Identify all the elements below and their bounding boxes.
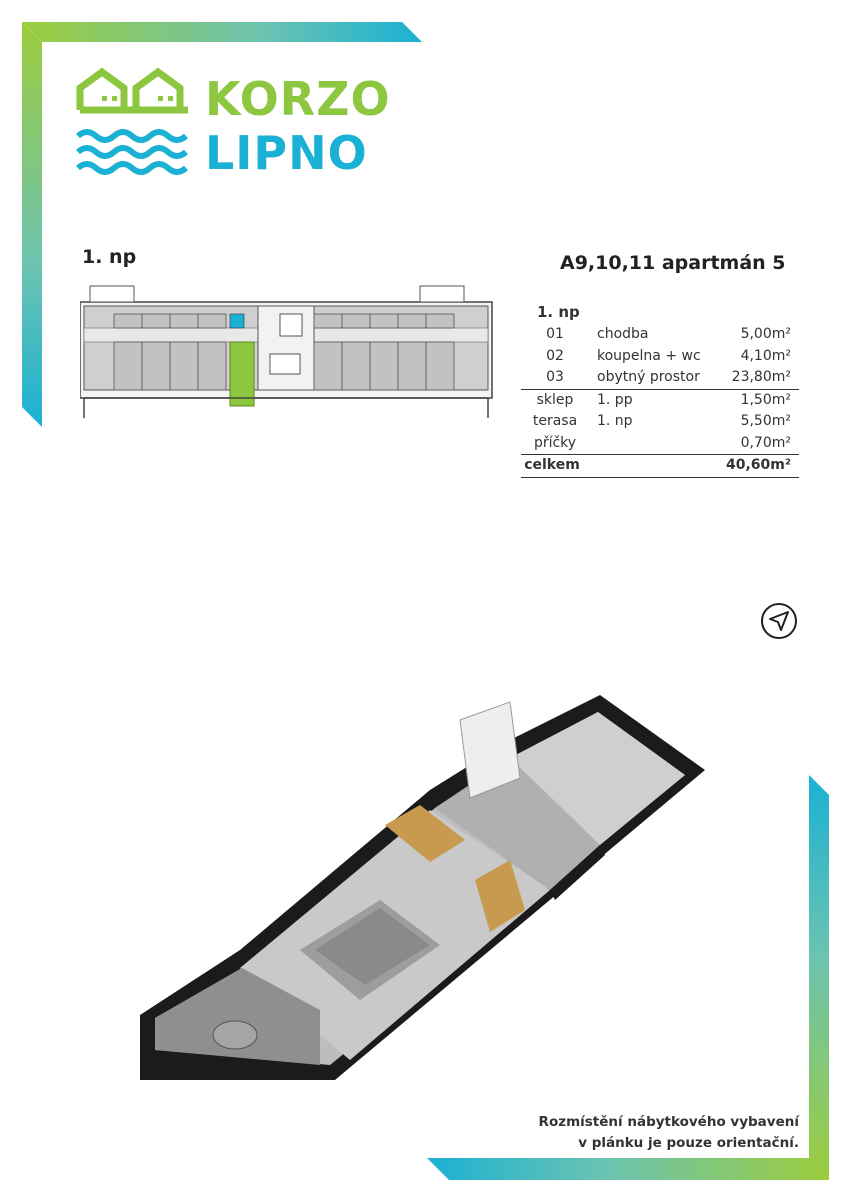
room-name: 1. np [597, 413, 633, 429]
frame-corner-left [22, 22, 42, 427]
apartment-title: A9,10,11 apartmán 5 [560, 252, 786, 274]
brand-name-lipno: LIPNO [205, 126, 368, 180]
table-row [521, 390, 799, 412]
room-area: 1,50m² [740, 391, 791, 408]
brand-name-korzo: KORZO [205, 72, 391, 126]
frame-corner-top [22, 22, 422, 42]
floor-plan-overview [80, 284, 500, 424]
room-area: 5,00m² [740, 326, 791, 342]
room-id: příčky [533, 434, 577, 451]
table-row [521, 346, 799, 368]
floor-label: 1. np [82, 246, 137, 268]
table-total-row [521, 455, 799, 477]
table-row [521, 433, 799, 455]
room-area: 5,50m² [740, 413, 791, 429]
table-divider [521, 477, 799, 478]
houses-waves-logo-icon [76, 66, 192, 178]
total-label: celkem [524, 457, 580, 473]
room-id: 01 [546, 326, 564, 342]
compass-arrow-icon [760, 602, 798, 640]
frame-corner-bottom [427, 1158, 829, 1180]
table-row [521, 324, 799, 346]
room-area: 4,10m² [740, 347, 791, 364]
room-id: sklep [536, 391, 574, 408]
table-section-title: 1. np [537, 303, 580, 321]
room-name: 1. pp [597, 391, 633, 408]
table-row [521, 367, 799, 389]
apartment-3d-plan [130, 650, 730, 1090]
room-id: 03 [546, 369, 564, 385]
frame-corner-right [809, 775, 829, 1180]
table-row [521, 411, 799, 433]
room-area: 23,80m² [731, 369, 791, 385]
room-name: obytný prostor [597, 369, 700, 385]
room-id: terasa [532, 413, 578, 429]
total-area: 40,60m² [725, 457, 791, 473]
room-name: chodba [597, 326, 649, 342]
room-id: 02 [546, 347, 564, 364]
room-name: koupelna + wc [597, 347, 701, 364]
note-line: v plánku je pouze orientační. [578, 1135, 799, 1151]
area-table [521, 300, 799, 478]
furniture-note [539, 1112, 799, 1154]
room-area: 0,70m² [740, 434, 791, 451]
note-line: Rozmístění nábytkového vybavení [538, 1114, 799, 1130]
